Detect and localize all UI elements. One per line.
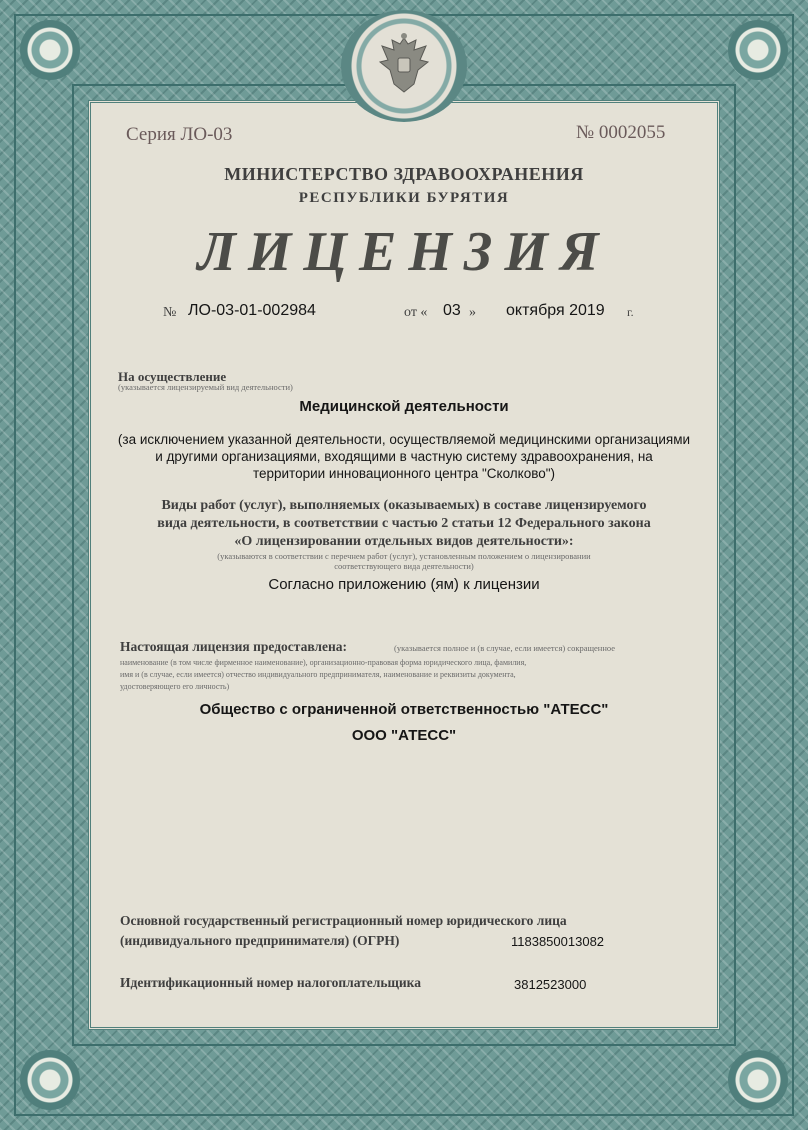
corner-rosette bbox=[20, 20, 80, 80]
license-day: 03 bbox=[443, 302, 461, 319]
holder-hint-first: (указывается полное и (в случае, если имеется) сокращенное bbox=[394, 643, 616, 653]
ogrn-value: 1183850013082 bbox=[511, 934, 605, 949]
holder-hint-line: имя и (в случае, если имеется) отчество индивидуального предпринимателя, наименование и реквизиты документа, bbox=[120, 670, 516, 679]
series-label: Серия ЛО-03 bbox=[126, 124, 233, 145]
inn-value: 3812523000 bbox=[514, 977, 587, 992]
double-headed-eagle-icon bbox=[374, 32, 434, 98]
ogrn-label-line-1: Основной государственный регистрационный номер юридического лица bbox=[120, 913, 567, 928]
license-month-year: октября 2019 bbox=[506, 302, 605, 319]
works-line: «О лицензировании отдельных видов деятельности»: bbox=[234, 534, 574, 549]
license-number-label: № bbox=[163, 305, 177, 320]
activity-hint: (указывается лицензируемый вид деятельности) bbox=[118, 382, 293, 392]
state-emblem bbox=[341, 10, 467, 122]
holder-hint-line: наименование (в том числе фирменное наименование), организационно-правовая форма юридического лица, фамилия, bbox=[120, 658, 527, 667]
ministry-line-2: РЕСПУБЛИКИ БУРЯТИЯ bbox=[298, 190, 510, 206]
works-line: Виды работ (услуг), выполняемых (оказываемых) в составе лицензируемого bbox=[161, 498, 647, 513]
ministry-line-1: МИНИСТЕРСТВО ЗДРАВООХРАНЕНИЯ bbox=[224, 164, 584, 184]
activity-value: Медицинской деятельности bbox=[299, 398, 509, 415]
form-number: № 0002055 bbox=[576, 122, 666, 143]
ogrn-label-line-2: (индивидуального предпринимателя) (ОГРН) bbox=[120, 933, 400, 948]
holder-label: Настоящая лицензия предоставлена: bbox=[120, 639, 348, 654]
activity-exception-line: и другими организациями, входящими в частную систему здравоохранения, на bbox=[155, 449, 653, 464]
works-value: Согласно приложению (ям) к лицензии bbox=[268, 576, 540, 593]
license-year-suffix: г. bbox=[627, 305, 634, 319]
activity-label: На осуществление bbox=[118, 369, 227, 384]
works-hint: соответствующего вида деятельности) bbox=[334, 561, 474, 571]
license-day-close: » bbox=[469, 305, 476, 320]
document-title: ЛИЦЕНЗИЯ bbox=[197, 221, 611, 283]
activity-exception-line: территории инновационного центра "Сколково") bbox=[252, 466, 556, 481]
license-date-from-label: от « bbox=[404, 305, 428, 320]
holder-short-name: ООО "АТЕСС" bbox=[351, 727, 457, 744]
works-hint: (указываются в соответствии с перечнем работ (услуг), установленным положением о лицензировании bbox=[217, 551, 591, 561]
corner-rosette bbox=[728, 20, 788, 80]
license-number: ЛО-03-01-002984 bbox=[188, 302, 316, 319]
works-line: вида деятельности, в соответствии с частью 2 статьи 12 Федерального закона bbox=[157, 516, 651, 531]
holder-full-name: Общество с ограниченной ответственностью "АТЕСС" bbox=[199, 701, 609, 718]
holder-hint-line: удостоверяющего его личность) bbox=[120, 682, 230, 691]
inn-label: Идентификационный номер налогоплательщика bbox=[120, 975, 421, 990]
corner-rosette bbox=[728, 1050, 788, 1110]
corner-rosette bbox=[20, 1050, 80, 1110]
activity-exception-line: (за исключением указанной деятельности, осуществляемой медицинскими организациями bbox=[117, 432, 691, 447]
